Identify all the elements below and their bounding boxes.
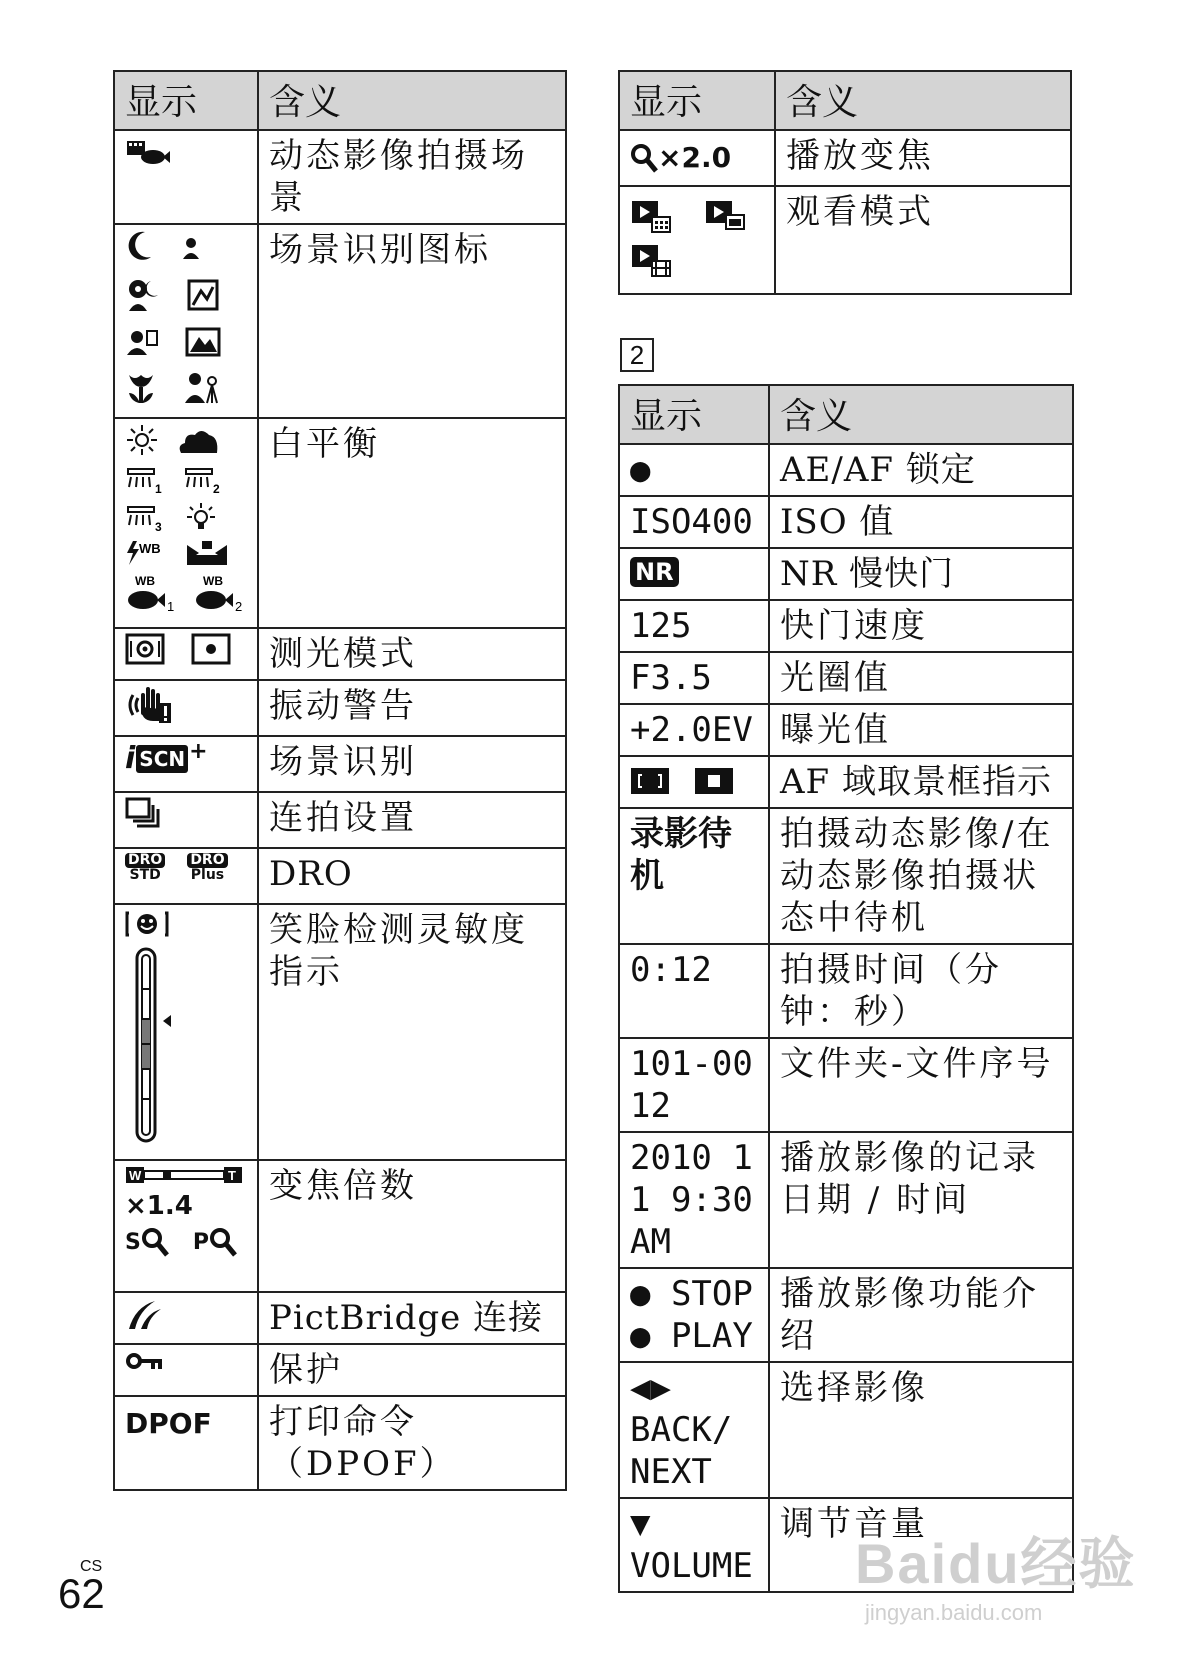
meaning-cell: 播放变焦 xyxy=(775,130,1071,186)
tripod-icon xyxy=(183,371,219,405)
meaning-cell: DRO xyxy=(258,848,566,904)
portrait-icon xyxy=(125,327,159,357)
smart-zoom-icon xyxy=(125,1227,169,1257)
display-cell: 0:12 xyxy=(619,944,769,1038)
playback-zoom-value: ×2.0 xyxy=(658,141,732,174)
protect-key-icon xyxy=(125,1349,165,1373)
meaning-cell: 变焦倍数 xyxy=(258,1160,566,1292)
meaning-cell: 振动警告 xyxy=(258,680,566,736)
display-cell: ISO400 xyxy=(619,496,769,548)
table-row xyxy=(619,1132,1073,1268)
night-scene-icon xyxy=(125,229,155,263)
table-row xyxy=(619,1362,1073,1498)
header-meaning: 含义 xyxy=(775,71,1071,130)
wb-cloudy-icon xyxy=(177,425,221,455)
display-cell: ● STOP ● PLAY xyxy=(619,1268,769,1362)
meaning-cell: 播放影像功能介绍 xyxy=(769,1268,1073,1362)
wb-fluorescent2-icon xyxy=(183,463,223,495)
display-cell: +2.0EV xyxy=(619,704,769,756)
zoom-bar-icon xyxy=(125,1165,245,1257)
watermark-main: Baidu经验 xyxy=(855,1532,1137,1595)
page-number: 62 xyxy=(58,1570,105,1617)
table-row xyxy=(114,130,566,224)
table-row xyxy=(114,1396,566,1490)
zoom-t-label: T xyxy=(228,1168,236,1183)
table-row xyxy=(619,444,1073,496)
zoom-w-label: W xyxy=(129,1168,142,1183)
table-row xyxy=(619,944,1073,1038)
dro-plus-label: Plus xyxy=(190,867,225,883)
wb-flash-label: WB xyxy=(139,541,161,556)
table-row xyxy=(114,224,566,418)
wb-fluorescent1-icon xyxy=(125,463,165,495)
watermark-url: jingyan.baidu.com xyxy=(865,1600,1043,1625)
table-row xyxy=(114,1292,566,1344)
header-meaning: 含义 xyxy=(769,385,1073,444)
meaning-cell: 选择影像 xyxy=(769,1362,1073,1498)
watermark xyxy=(855,1520,1137,1626)
page-language: CS xyxy=(80,1558,103,1575)
meaning-cell: 连拍设置 xyxy=(258,792,566,848)
view-mode-folder-icon xyxy=(704,199,748,235)
meaning-cell: AE/AF 锁定 xyxy=(769,444,1073,496)
table-row xyxy=(619,1038,1073,1132)
meaning-cell: 播放影像的记录日期 / 时间 xyxy=(769,1132,1073,1268)
s-label: S xyxy=(125,1229,141,1255)
right-bottom-table xyxy=(618,384,1074,1593)
vibration-warning-icon xyxy=(125,685,173,725)
table-row xyxy=(619,1268,1073,1362)
meaning-cell: 拍摄动态影像/在动态影像拍摄状态中待机 xyxy=(769,808,1073,944)
af-area-wide-icon xyxy=(630,767,670,795)
table-header-row xyxy=(619,71,1071,130)
display-cell: 101-0012 xyxy=(619,1038,769,1132)
wb-fluor2-num: 2 xyxy=(213,482,220,495)
wb-daylight-icon xyxy=(125,423,159,457)
table-header-row xyxy=(114,71,566,130)
meaning-cell: 白平衡 xyxy=(258,418,566,628)
wb-onepush-icon xyxy=(185,539,229,567)
zoom-factor: ×1.4 xyxy=(125,1191,193,1221)
header-display: 显示 xyxy=(619,385,769,444)
meaning-cell: 拍摄时间（分钟：秒） xyxy=(769,944,1073,1038)
wb-fluorescent3-icon xyxy=(125,501,165,533)
table-row xyxy=(114,418,566,628)
meaning-cell: NR 慢快门 xyxy=(769,548,1073,600)
backlight-portrait-icon xyxy=(125,277,161,313)
af-area-center-icon xyxy=(694,767,734,795)
table-row xyxy=(114,628,566,680)
pictbridge-icon xyxy=(125,1297,165,1331)
p-label: P xyxy=(192,1229,209,1255)
wb-uw2-label: WB xyxy=(203,574,223,588)
display-cell: F3.5 xyxy=(619,652,769,704)
playback-zoom-icon xyxy=(630,141,731,174)
display-cell: 125 xyxy=(619,600,769,652)
wb-uw1-label: WB xyxy=(135,574,155,588)
nr-icon: NR xyxy=(630,557,679,587)
table-row xyxy=(619,130,1071,186)
display-cell: ● xyxy=(619,444,769,496)
metering-spot-icon xyxy=(191,633,231,665)
view-mode-movie-icon xyxy=(630,243,674,279)
wb-underwater2-icon xyxy=(193,573,243,613)
meaning-cell: 文件夹-文件序号 xyxy=(769,1038,1073,1132)
table-row xyxy=(114,680,566,736)
meaning-cell: 调节音量 xyxy=(769,1498,1073,1592)
dro-plus-dro-label: DRO xyxy=(187,853,227,868)
meaning-cell: 快门速度 xyxy=(769,600,1073,652)
table-row xyxy=(619,496,1073,548)
table-row xyxy=(619,652,1073,704)
meaning-cell: 曝光值 xyxy=(769,704,1073,756)
wb-uw2-num: 2 xyxy=(235,599,243,613)
backlight-icon xyxy=(187,279,219,311)
dpof-icon: DPOF xyxy=(125,1407,212,1440)
table-row xyxy=(619,808,1073,944)
display-cell: ▼ VOLUME xyxy=(619,1498,769,1592)
meaning-cell: 测光模式 xyxy=(258,628,566,680)
meaning-cell: PictBridge 连接 xyxy=(258,1292,566,1344)
header-meaning: 含义 xyxy=(258,71,566,130)
table-row xyxy=(114,848,566,904)
smile-indicator-icon xyxy=(125,909,185,1145)
meaning-cell: 动态影像拍摄场景 xyxy=(258,130,566,224)
dro-std-dro-label: DRO xyxy=(125,853,165,868)
table-row xyxy=(114,1344,566,1396)
table-row xyxy=(619,600,1073,652)
table-row xyxy=(114,736,566,792)
table-row xyxy=(619,548,1073,600)
right-top-table xyxy=(618,70,1072,295)
table-row xyxy=(114,904,566,1160)
precision-zoom-icon xyxy=(193,1227,237,1257)
table-row xyxy=(619,186,1071,294)
landscape-icon xyxy=(185,327,221,357)
wb-underwater1-icon xyxy=(125,573,175,613)
dro-plus-icon xyxy=(187,853,227,883)
header-display: 显示 xyxy=(114,71,258,130)
meaning-cell: 光圈值 xyxy=(769,652,1073,704)
meaning-cell: ISO 值 xyxy=(769,496,1073,548)
night-portrait-icon xyxy=(181,231,217,261)
iscn-plus-icon: i SCN + xyxy=(125,739,208,776)
dro-std-icon xyxy=(125,853,165,883)
table-header-row xyxy=(619,385,1073,444)
meaning-cell: AF 域取景框指示 xyxy=(769,756,1073,808)
table-row xyxy=(619,704,1073,756)
meaning-cell: 笑脸检测灵敏度指示 xyxy=(258,904,566,1160)
table-row xyxy=(619,756,1073,808)
meaning-cell: 观看模式 xyxy=(775,186,1071,294)
metering-center-icon xyxy=(125,633,165,665)
wb-incandescent-icon xyxy=(183,501,219,533)
meaning-cell: 保护 xyxy=(258,1344,566,1396)
meaning-cell: 场景识别 xyxy=(258,736,566,792)
view-mode-date-icon xyxy=(630,199,674,235)
left-icon-table xyxy=(113,70,567,1491)
movie-scene-icon xyxy=(125,135,171,169)
display-cell: 录影待机 xyxy=(619,808,769,944)
table-row xyxy=(114,1160,566,1292)
meaning-cell: 打印命令（DPOF） xyxy=(258,1396,566,1490)
wb-uw1-num: 1 xyxy=(167,599,175,613)
wb-flash-icon xyxy=(125,539,167,567)
header-display: 显示 xyxy=(619,71,775,130)
meaning-cell: 场景识别图标 xyxy=(258,224,566,418)
wb-fluor3-num: 3 xyxy=(155,520,162,533)
macro-icon xyxy=(125,371,157,405)
display-cell: ◀▶ BACK/ NEXT xyxy=(619,1362,769,1498)
section-marker: 2 xyxy=(620,338,654,372)
table-row xyxy=(114,792,566,848)
dro-std-label: STD xyxy=(129,867,161,883)
wb-fluor1-num: 1 xyxy=(155,482,162,495)
burst-icon xyxy=(125,797,161,829)
display-cell: 2010 1 1 9:30 AM xyxy=(619,1132,769,1268)
